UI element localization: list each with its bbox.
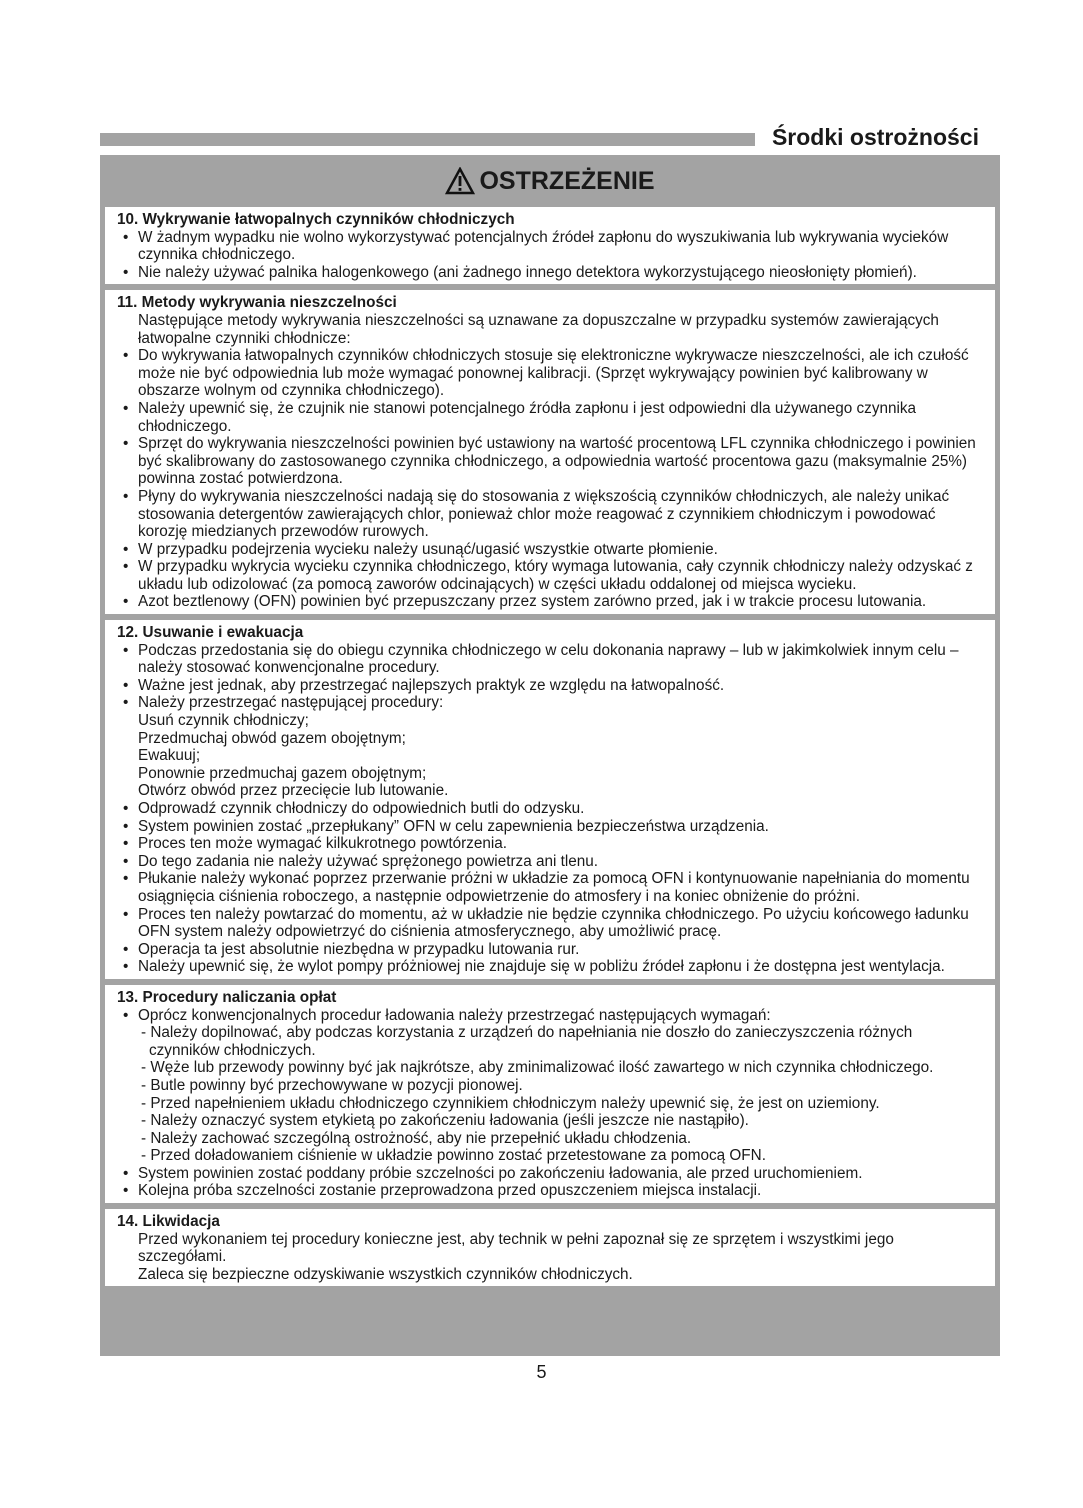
bullet-item: • Należy upewnić się, że wylot pompy próżniowej nie znajduje się w pobliżu źródeł zapłonu i że dostępna jest wentylacja. (117, 958, 985, 976)
bullet-item: • Należy przestrzegać następującej procedury: (117, 694, 985, 712)
bullet-item: • Odprowadź czynnik chłodniczy do odpowiednich butli do odzysku. (117, 800, 985, 818)
paragraph: Ewakuuj; (138, 747, 201, 765)
dash-item: - Należy dopilnować, aby podczas korzystania z urządzeń do napełniania nie doszło do zanieczyszczenia różnych czynników chłodniczych. (141, 1024, 913, 1059)
bullet-item: • W przypadku podejrzenia wycieku należy usunąć/ugasić wszystkie otwarte płomienie. (117, 541, 985, 559)
bullet-item: • Podczas przedostania się do obiegu czynnika chłodniczego w celu dokonania naprawy – lub w jakimkolwiek innym celu – należy stosować konwencjonalne procedury. (117, 642, 985, 677)
page-title: Środki ostrożności (771, 124, 979, 150)
paragraph: Przed wykonaniem tej procedury konieczne jest, aby technik w pełni zapoznał się ze sprzętem i wszystkimi jego szczegółami. (138, 1230, 894, 1266)
bullet-item: • Należy upewnić się, że czujnik nie stanowi potencjalnego źródła zapłonu i jest odpowiedni dla używanego czynnika chłodniczego. (117, 400, 985, 435)
page-number: 5 (536, 1362, 547, 1382)
section-title: 10. Wykrywanie łatwopalnych czynników chłodniczych (117, 211, 515, 228)
paragraph: Przedmuchaj obwód gazem obojętnym; (138, 729, 406, 747)
section-10 (105, 207, 995, 284)
bullet-item: • Płukanie należy wykonać poprzez przerwanie próżni w układzie za pomocą OFN i kontynuowanie napełniania do momentu osiągnięcia ciśnienia roboczego, a następnie odpowietrzenie do atmosfery i na koniec obniżenie do próżni. (117, 870, 985, 905)
warning-label: OSTRZEŻENIE (479, 166, 655, 195)
section-title: 14. Likwidacja (117, 1213, 220, 1231)
bullet-item: • System powinien zostać poddany próbie szczelności po zakończeniu ładowania, ale przed uruchomieniem. (117, 1165, 985, 1183)
bullet-item: • Operacja ta jest absolutnie niezbędna w przypadku lutowania rur. (117, 941, 985, 959)
bullet-item: • W żadnym wypadku nie wolno wykorzystywać potencjalnych źródeł zapłonu do wyszukiwania lub wykrywania wycieków czynnika chłodniczego. (117, 229, 985, 264)
paragraph: Ponownie przedmuchaj gazem obojętnym; (138, 764, 427, 782)
dash-item: - Należy zachować szczególną ostrożność, aby nie przepełnić układu chłodzenia. (141, 1129, 692, 1147)
bullet-item: • Nie należy używać palnika halogenkowego (ani żadnego innego detektora wykorzystującego nieosłonięty płomień). (117, 264, 985, 282)
bullet-item: • Do tego zadania nie należy używać sprężonego powietrza ani tlenu. (117, 853, 985, 871)
paragraph: Następujące metody wykrywania nieszczelności są uznawane za dopuszczalne w przypadku systemów zawierających łatwopalne czynniki chłodnicze: (138, 311, 939, 347)
dash-item: - Przed doładowaniem ciśnienie w układzie powinno zostać przetestowane za pomocą OFN. (141, 1147, 766, 1165)
section-title: 13. Procedury naliczania opłat (117, 988, 337, 1006)
section-12 (105, 620, 995, 979)
paragraph: Zaleca się bezpieczne odzyskiwanie wszystkich czynników chłodniczych. (138, 1265, 633, 1283)
bullet-item: • Kolejna próba szczelności zostanie przeprowadzona przed opuszczeniem miejsca instalacji. (117, 1182, 985, 1200)
paragraph: Usuń czynnik chłodniczy; (138, 712, 309, 730)
bullet-item: • Proces ten może wymagać kilkukrotnego powtórzenia. (117, 835, 985, 853)
bullet-item: • Oprócz konwencjonalnych procedur ładowania należy przestrzegać następujących wymagań: (117, 1007, 985, 1025)
bullet-item: • W przypadku wykrycia wycieku czynnika chłodniczego, który wymaga lutowania, cały czynnik chłodniczy należy odzyskać z układu lub odizolować (za pomocą zaworów odcinających) w części układu oddalonej od miejsca wycieku. (117, 558, 985, 593)
bullet-item: • Do wykrywania łatwopalnych czynników chłodniczych stosuje się elektroniczne wykrywacze nieszczelności, ale ich czułość może nie być odpowiednia lub może wymagać ponownej kalibracji. (Sprzęt wykrywający powinien być kalibrowany w obszarze wolnym od czynnika chłodniczego). (117, 347, 985, 400)
warning-triangle-icon (445, 167, 475, 195)
section-14 (105, 1209, 995, 1286)
section-title: 12. Usuwanie i ewakuacja (117, 624, 304, 642)
dash-item: - Przed napełnieniem układu chłodniczego czynnikiem chłodniczym należy upewnić się, że jest on uziemiony. (141, 1094, 880, 1112)
dash-item: - Węże lub przewody powinny być jak najkrótsze, aby zminimalizować ilość zawartego w nich czynnika chłodniczego. (141, 1059, 934, 1077)
bullet-item: • Azot beztlenowy (OFN) powinien być przepuszczany przez system zarówno przed, jak i w trakcie procesu lutowania. (117, 593, 985, 611)
bullet-item: • Ważne jest jednak, aby przestrzegać najlepszych praktyk ze względu na łatwopalność. (117, 677, 985, 695)
warning-frame (100, 155, 1000, 1356)
warning-heading (100, 155, 1000, 207)
bullet-item: • Sprzęt do wykrywania nieszczelności powinien być ustawiony na wartość procentową LFL czynnika chłodniczego i powinien być skalibrowany do zastosowanego czynnika chłodniczego, a odpowiednia wartość procentowa gazu (maksymalnie 25%) powinna zostać potwierdzona. (117, 435, 985, 488)
header-rule (100, 133, 755, 146)
section-title: 11. Metody wykrywania nieszczelności (117, 294, 397, 312)
bullet-item: • System powinien zostać „przepłukany” OFN w celu zapewnienia bezpieczeństwa urządzenia. (117, 818, 985, 836)
section-13 (105, 985, 995, 1203)
paragraph: Otwórz obwód przez przecięcie lub lutowanie. (138, 782, 449, 800)
bullet-item: • Proces ten należy powtarzać do momentu, aż w układzie nie będzie czynnika chłodniczego. Po użyciu końcowego ładunku OFN system należy odpowietrzyć do ciśnienia atmosferycznego, aby umożliwić pracę. (117, 906, 985, 941)
section-11 (105, 290, 995, 614)
bullet-item: • Płyny do wykrywania nieszczelności nadają się do stosowania z większością czynników chłodniczych, ale należy unikać stosowania detergentów zawierających chlor, ponieważ chlor może reagować z czynnikiem chłodniczym i powodować korozję miedzianych przewodów rurowych. (117, 488, 985, 541)
dash-item: - Należy oznaczyć system etykietą po zakończeniu ładowania (jeśli jeszcze nie nastąpiło). (141, 1112, 749, 1130)
dash-item: - Butle powinny być przechowywane w pozycji pionowej. (141, 1076, 523, 1094)
